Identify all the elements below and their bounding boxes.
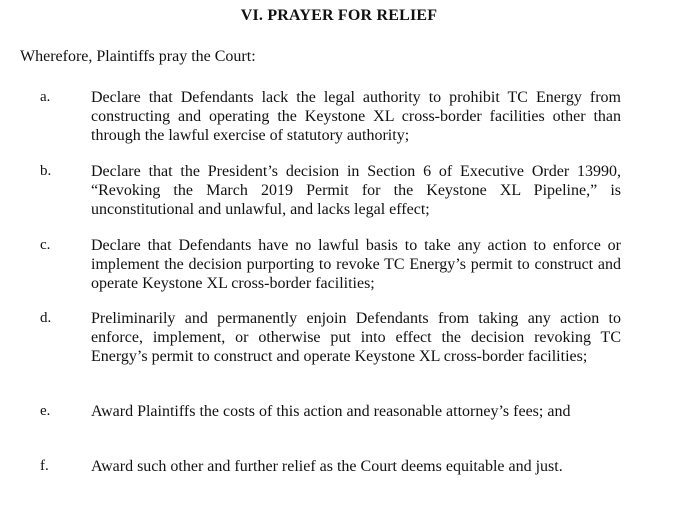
item-text: Declare that Defendants lack the legal authority to prohibit TC Energy from constructing and operating the Keystone XL cross-border facilities other than through the lawful exercise of statutory authority; (91, 89, 621, 144)
item-letter: c. (40, 237, 51, 253)
item-text: Declare that the President’s decision in Section 6 of Executive Order 13990, “Revoking the March 2019 Permit for the Keystone XL Pipeline,” is unconstitutional and unlawful, and lacks legal effect; (91, 163, 621, 218)
item-letter: b. (40, 163, 52, 179)
section-heading: VI. PRAYER FOR RELIEF (240, 7, 438, 24)
item-text: Award Plaintiffs the costs of this action and reasonable attorney’s fees; and (91, 403, 571, 420)
item-text: Declare that Defendants have no lawful basis to take any action to enforce or implement the decision purporting to revoke TC Energy’s permit to construct and operate Keystone XL cross-border facilities; (91, 237, 621, 292)
item-letter: e. (40, 403, 51, 419)
item-letter: f. (40, 458, 49, 474)
item-letter: d. (40, 310, 52, 326)
item-letter: a. (40, 89, 51, 105)
intro-paragraph: Wherefore, Plaintiffs pray the Court: (20, 48, 256, 65)
item-text: Preliminarily and permanently enjoin Defendants from taking any action to enforce, implement, or otherwise put into effect the decision revoking TC Energy’s permit to construct and operate Keystone XL cross-border facilities; (91, 310, 621, 365)
item-text: Award such other and further relief as the Court deems equitable and just. (91, 458, 563, 475)
